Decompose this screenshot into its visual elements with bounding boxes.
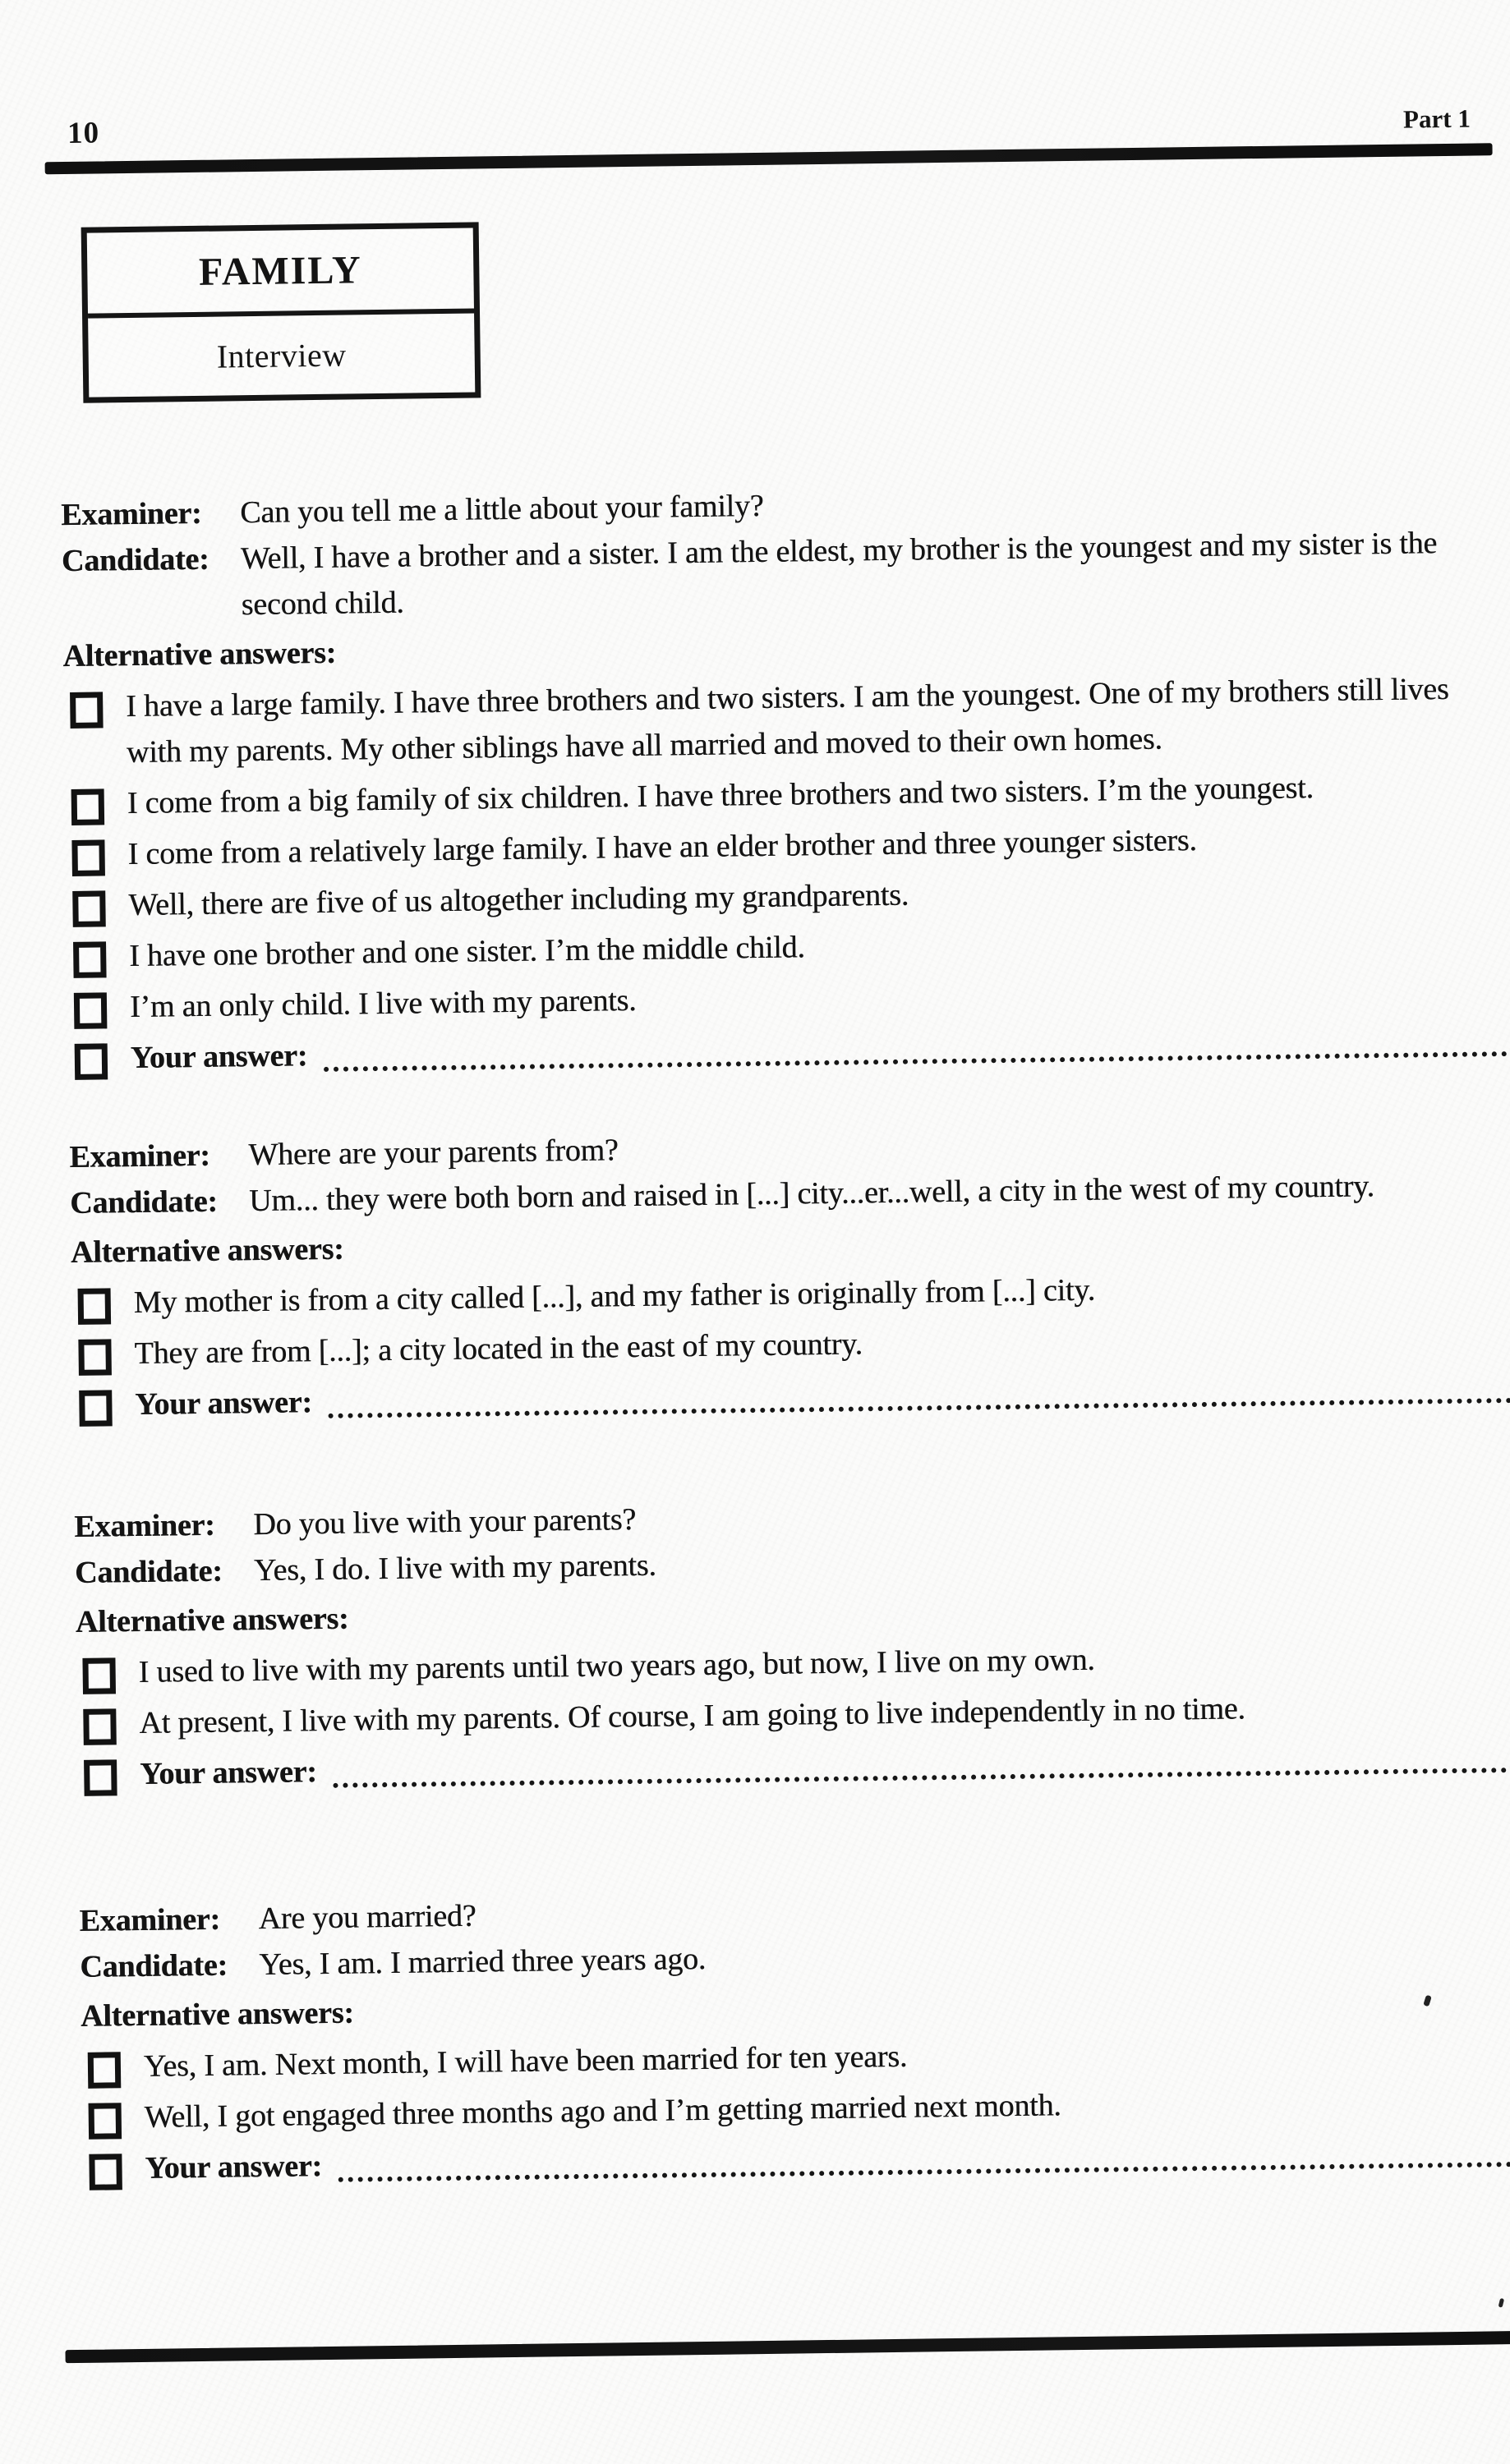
candidate-label: Candidate: [61, 541, 209, 579]
examiner-label: Examiner: [69, 1138, 210, 1175]
checkbox-icon[interactable] [73, 941, 107, 978]
checkbox-icon[interactable] [70, 692, 104, 729]
candidate-label: Candidate: [80, 1947, 228, 1984]
checkbox-icon[interactable] [88, 2052, 122, 2089]
alternative-option-text: I used to live with my parents until two years ago, but now, I live on my own. [138, 1642, 1095, 1689]
checkbox-icon[interactable] [89, 2154, 122, 2190]
examiner-text: Are you married? [258, 1898, 476, 1937]
alternative-answers-label: Alternative answers: [75, 1601, 349, 1639]
examiner-text: Do you live with your parents? [253, 1502, 637, 1542]
alternative-option-text: Well, there are five of us altogether including my grandparents. [128, 877, 909, 923]
alternative-option-text: At present, I live with my parents. Of course, I am going to live independently in no time. [139, 1691, 1245, 1740]
checkbox-icon[interactable] [83, 1708, 117, 1745]
topic-box [81, 222, 481, 402]
candidate-text: Yes, I do. I live with my parents. [253, 1547, 656, 1588]
alternative-option-text: Well, I got engaged three months ago and I’m getting married next month. [144, 2088, 1061, 2135]
topic-subtitle: Interview [216, 336, 347, 375]
alternative-option-text: I have one brother and one sister. I’m the middle child. [128, 930, 805, 974]
question-block-3 [74, 1485, 1510, 1798]
question-block-1 [61, 473, 1508, 1082]
alternative-answers-label: Alternative answers: [70, 1231, 344, 1271]
your-answer-label: Your answer: [135, 1385, 313, 1422]
page-number: 10 [67, 116, 100, 150]
checkbox-icon[interactable] [71, 788, 105, 825]
scan-speck [1498, 2298, 1505, 2308]
checkbox-icon[interactable] [84, 1759, 117, 1796]
bottom-rule [65, 2331, 1510, 2364]
question-block-4 [79, 1879, 1510, 2192]
alternative-option-text: My mother is from a city called [...], and my father is originally from [...] city. [133, 1272, 1096, 1321]
examiner-text: Where are your parents from? [248, 1133, 619, 1173]
alternative-option-text: I’m an only child. I live with my parents. [129, 982, 637, 1025]
candidate-text: Well, I have a brother and a sister. I am the eldest, my brother is the youngest and my sister is the second child. [240, 526, 1438, 623]
alternative-option-text: I come from a relatively large family. I have an elder brother and three younger sisters. [127, 823, 1197, 872]
examiner-label: Examiner: [79, 1901, 221, 1938]
candidate-text: Um... they were both born and raised in [...] city...er...well, a city in the west of my country. [248, 1169, 1375, 1219]
checkbox-icon[interactable] [79, 1390, 113, 1427]
alternative-option-text: I come from a big family of six children. I have three brothers and two sisters. I’m the youngest. [127, 770, 1314, 821]
alternative-answers-label: Alternative answers: [80, 1995, 355, 2034]
checkbox-icon[interactable] [78, 1288, 112, 1325]
alternative-option-text: They are from [...]; a city located in the east of my country. [134, 1326, 863, 1371]
checkbox-icon[interactable] [75, 1043, 108, 1080]
qa-area [61, 473, 1510, 2197]
alternative-option-text: I have a large family. I have three brothers and two sisters. I am the youngest. One of my brothers still lives with my parents. My other siblings have all married and moved to their own homes. [125, 671, 1449, 770]
examiner-label: Examiner: [74, 1507, 215, 1544]
checkbox-icon[interactable] [74, 992, 108, 1029]
candidate-line [62, 519, 1502, 630]
candidate-text: Yes, I am. I married three years ago. [259, 1941, 707, 1983]
part-label: Part 1 [1402, 103, 1471, 134]
checkbox-icon[interactable] [89, 2103, 122, 2140]
examiner-text: Can you tell me a little about your family? [239, 488, 764, 531]
your-answer-label: Your answer: [145, 2149, 323, 2186]
checkbox-icon[interactable] [82, 1657, 116, 1694]
header-rule [45, 143, 1493, 174]
your-answer-label: Your answer: [130, 1038, 308, 1076]
topic-title: FAMILY [87, 228, 474, 318]
candidate-label: Candidate: [69, 1184, 219, 1221]
question-block-2 [69, 1115, 1510, 1428]
candidate-label: Candidate: [74, 1553, 223, 1590]
checkbox-icon[interactable] [71, 839, 105, 876]
examiner-label: Examiner: [60, 495, 202, 533]
alternative-option-text: Yes, I am. Next month, I will have been married for ten years. [143, 2039, 908, 2084]
your-answer-label: Your answer: [140, 1754, 317, 1791]
alternative-option [70, 665, 1503, 776]
alternative-answers-label: Alternative answers: [62, 635, 337, 674]
checkbox-icon[interactable] [72, 890, 106, 927]
checkbox-icon[interactable] [78, 1339, 112, 1376]
